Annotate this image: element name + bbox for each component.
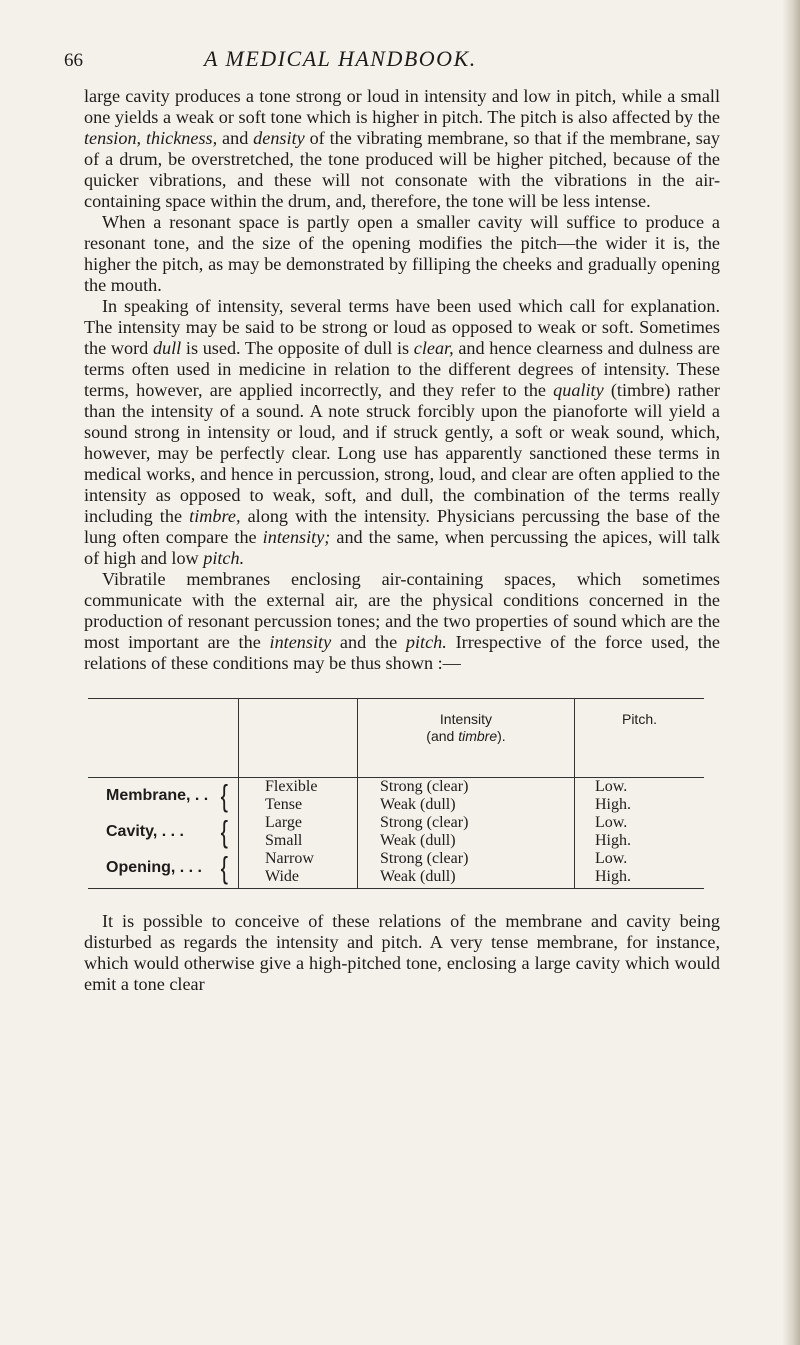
page-edge-shadow	[782, 0, 800, 1345]
text-run: and the	[331, 632, 406, 652]
italic-text-run: clear,	[413, 338, 454, 358]
header-intensity-label: Intensity	[439, 711, 493, 727]
brace-glyph: {	[220, 849, 228, 885]
text-run: It is possible to conceive of these relations of the membrane and cavity being disturbed as regards the intensity and pitch. A very tense membrane, for instance, which would otherwise give a high-pitched tone, enclosing a large cavity which would emit a tone clear	[84, 911, 720, 994]
description-column: Flexible Tense Large Small Narrow Wide	[239, 778, 358, 889]
italic-text-run: quality	[553, 380, 604, 400]
paragraph-2	[84, 212, 720, 296]
running-head: A MEDICAL HANDBOOK.	[204, 46, 477, 71]
italic-text-run: pitch.	[405, 632, 447, 652]
header-blank-cell	[239, 699, 358, 778]
paragraph-5	[84, 911, 720, 995]
italic-text-run: tension, thickness,	[84, 128, 218, 148]
text-run: When a resonant space is partly open a smaller cavity will suffice to produce a resonant tone, and the size of the opening modifies the pitch—the wider it is, the higher the pitch, as may be demonstrated by filliping the cheeks and gradually opening the mouth.	[84, 212, 720, 295]
text-run: and the same, when percussing the apices, will talk of high and low	[84, 527, 720, 568]
italic-text-run: dull	[152, 338, 182, 358]
italic-text-run: intensity;	[262, 527, 331, 547]
text-run: (timbre) rather than the intensity of a sound. A note struck forcibly upon the pianoforte will yield a sound strong in intensity or loud, and if struck gently, a soft or weak sound, which, however, may be perfectly clear. Long use has apparently sanctioned these terms in medical works, and hence in percussion, strong, loud, and clear are often applied to the intensity as opposed to weak, soft, and dull, the combination of the terms really including the	[84, 380, 720, 526]
paragraph-1	[84, 86, 720, 212]
paragraph-4	[84, 569, 720, 674]
page-number: 66	[64, 50, 83, 71]
italic-text-run: timbre,	[189, 506, 241, 526]
header-intensity-note: (and timbre).	[426, 728, 506, 744]
header-intensity	[358, 699, 575, 778]
text-run: In speaking of intensity, several terms have been used which call for explanation. The intensity may be said to be strong or loud as opposed to weak or soft. Sometimes the word	[84, 296, 720, 358]
text-run: of the vibrating membrane, so that if the membrane, say of a drum, be overstretched, the tone produced will be higher pitched, because of the quicker vibrations, and these will not consonate with the vibrations in the air-containing space within the drum, and, therefore, the tone will be less intense.	[84, 128, 720, 211]
text-run: and	[217, 128, 254, 148]
text-run: along with the intensity. Physicians percussing the base of the lung often compare the	[84, 506, 721, 547]
pitch-column: Low. High. Low. High. Low. High.	[575, 778, 705, 889]
text-run: large cavity produces a tone strong or loud in intensity and low in pitch, while a small one yields a weak or soft tone which is higher in pitch. The pitch is also affected by the	[84, 86, 720, 127]
brace-glyph: {	[220, 813, 228, 849]
table-header-row	[88, 699, 704, 778]
header-blank-cell	[88, 699, 239, 778]
table-body-row	[88, 778, 704, 889]
header-pitch: Pitch.	[575, 699, 705, 778]
brace-glyph: {	[220, 777, 228, 813]
italic-text-run: density	[253, 128, 305, 148]
text-run: Vibratile membranes enclosing air-containing spaces, which sometimes communicate with the external air, are the physical conditions concerned in the production of resonant percussion tones; and the two properties of sound which are the most important are the	[84, 569, 720, 652]
row-label-membrane: Membrane, . . {	[106, 777, 228, 813]
italic-text-run: intensity	[269, 632, 332, 652]
row-label-opening: Opening, . . . {	[106, 849, 228, 885]
book-page	[64, 46, 721, 995]
row-label-cavity: Cavity, . . . {	[106, 813, 228, 849]
italic-text-run: pitch.	[203, 548, 245, 568]
page-header	[64, 46, 720, 86]
paragraph-3	[84, 296, 720, 569]
text-run: Irrespective of the force used, the relations of these conditions may be thus shown :—	[84, 632, 720, 673]
text-run: and hence clearness and dulness are terms often used in medicine in relation to the different degrees of intensity. These terms, however, are applied incorrectly, and they refer to the	[84, 338, 720, 400]
row-labels-column	[88, 778, 239, 889]
conditions-table	[88, 698, 704, 889]
text-run: is used. The opposite of dull is	[181, 338, 414, 358]
intensity-column: Strong (clear) Weak (dull) Strong (clear) Weak (dull) Strong (clear) Weak (dull)	[358, 778, 575, 889]
